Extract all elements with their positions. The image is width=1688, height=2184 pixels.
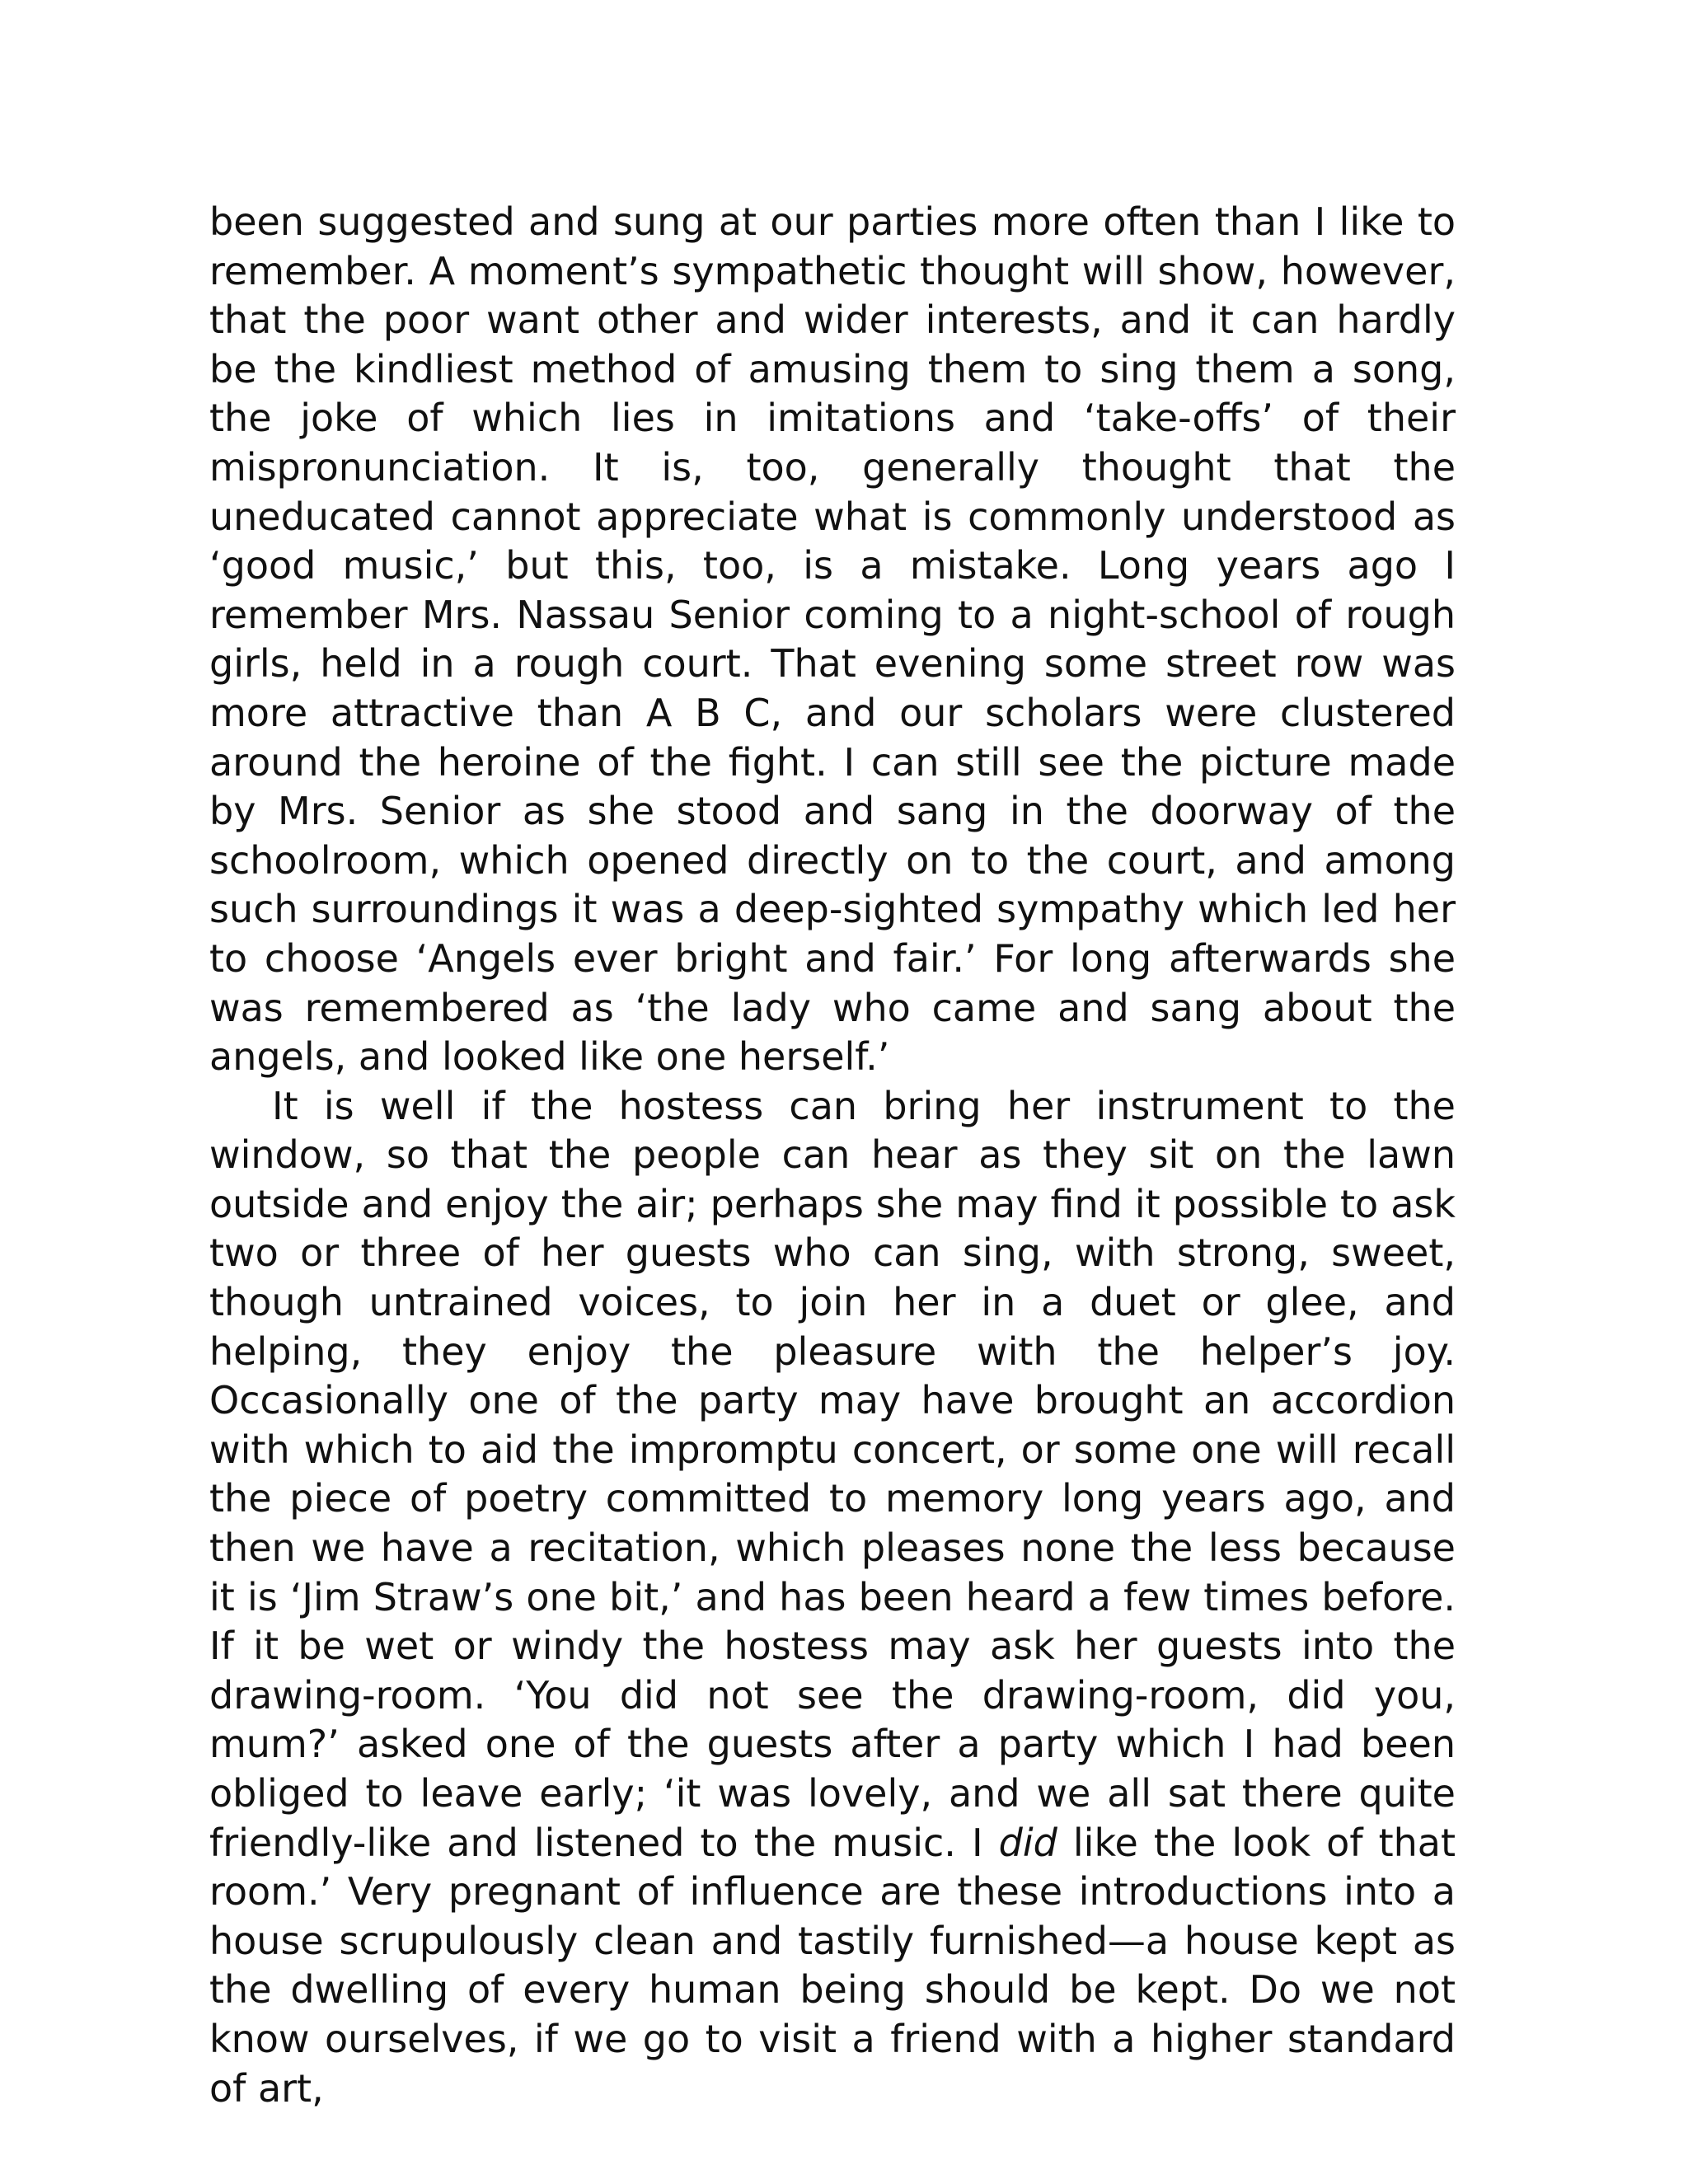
- paragraph-2: [209, 1082, 1456, 2113]
- paragraph-2-text-b: like the look of that room.’ Very pregnant of influence are these introductions into a house scrupulously clean and tastily furnished—a house kept as the dwelling of every human being should be kept. Do we not know ourselves, if we go to visit a friend with a higher standard of art,: [209, 1820, 1456, 2111]
- paragraph-2-emphasis: did: [998, 1820, 1057, 1865]
- paragraph-1: [209, 198, 1456, 1082]
- page-body: [209, 198, 1456, 2113]
- paragraph-1-text: been suggested and sung at our parties more often than I like to remember. A moment’s sympathetic thought will show, however, that the poor want other and wider interests, and it can hardly be the kindliest method of amusing them to sing them a song, the joke of which lies in imitations and ‘take-offs’ of their mispronunciation. It is, too, generally thought that the uneducated cannot appreciate what is commonly understood as ‘good music,’ but this, too, is a mistake. Long years ago I remember Mrs. Nassau Senior coming to a night-school of rough girls, held in a rough court. That evening some street row was more attractive than A B C, and our scholars were clustered around the heroine of the fight. I can still see the picture made by Mrs. Senior as she stood and sang in the doorway of the schoolroom, which opened directly on to the court, and among such surroundings it was a deep-sighted sympathy which led her to choose ‘Angels ever bright and fair.’ For long afterwards she was remembered as ‘the lady who came and sang about the angels, and looked like one herself.’: [209, 199, 1456, 1080]
- paragraph-2-text-a: It is well if the hostess can bring her instrument to the window, so that the people can hear as they sit on the lawn outside and enjoy the air; perhaps she may find it possible to ask two or three of her guests who can sing, with strong, sweet, though untrained voices, to join her in a duet or glee, and helping, they enjoy the pleasure with the helper’s joy. Occasionally one of the party may have brought an accordion with which to aid the impromptu concert, or some one will recall the piece of poetry committed to memory long years ago, and then we have a recitation, which pleases none the less because it is ‘Jim Straw’s one bit,’ and has been heard a few times before. If it be wet or windy the hostess may ask her guests into the drawing-room. ‘You did not see the drawing-room, did you, mum?’ asked one of the guests after a party which I had been obliged to leave early; ‘it was lovely, and we all sat there quite friendly-like and listened to the music. I: [209, 1083, 1456, 1865]
